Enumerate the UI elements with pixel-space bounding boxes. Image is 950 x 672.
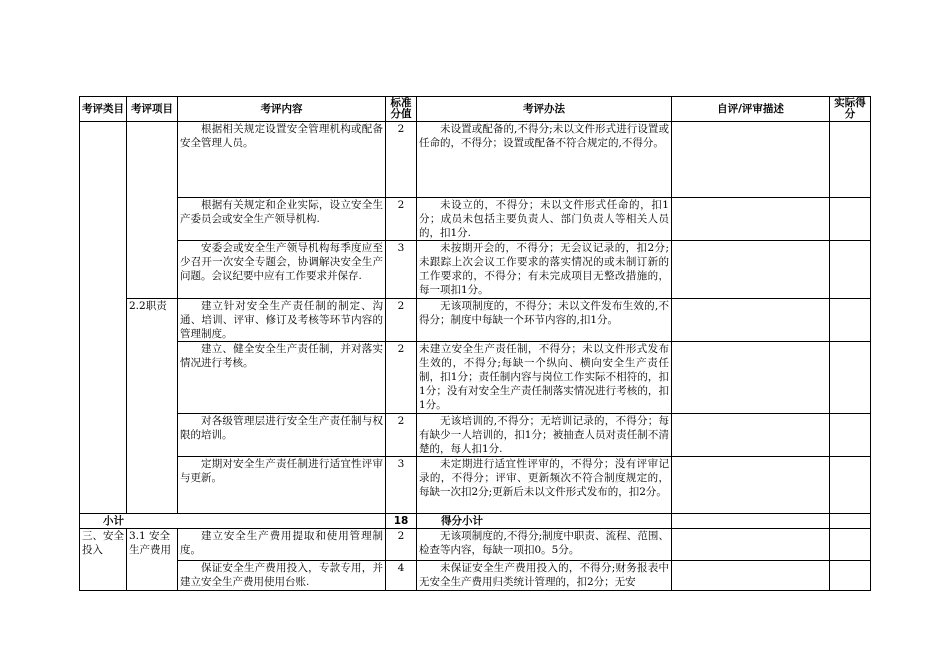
table-row xyxy=(80,529,871,561)
evaluation-table xyxy=(79,96,871,591)
score-cell: 3 xyxy=(386,241,417,299)
method-cell: 无该项制度的，不得分；未以文件发布生效的,不得分；制度中每缺一个环节内容的,扣1分。 xyxy=(417,299,672,342)
score-cell: 2 xyxy=(386,299,417,342)
self-review-cell[interactable] xyxy=(672,414,830,457)
score-cell: 2 xyxy=(386,414,417,457)
actual-score-cell[interactable] xyxy=(830,198,871,241)
method-cell: 未保证安全生产费用投入的，不得分;财务报表中无安全生产费用归类统计管理的，扣2分；无安 xyxy=(417,561,672,591)
table-row xyxy=(80,561,871,591)
actual-score-cell[interactable] xyxy=(830,561,871,591)
actual-score-cell[interactable] xyxy=(830,457,871,514)
subitem-duties: 2.2职责 xyxy=(127,299,178,514)
actual-score-cell[interactable] xyxy=(830,529,871,561)
method-cell: 未设置或配备的,不得分;未以文件形式进行设置或任命的，不得分；设置或配备不符合规定的,不得分。 xyxy=(417,122,672,198)
method-cell: 未建立安全生产责任制，不得分；未以文件形式发布生效的，不得分;每缺一个纵向、横向安全生产责任制，扣1分；责任制内容与岗位工作实际不相符的，扣1分；没有对安全生产责任制落实情况进行考核的，扣1分。 xyxy=(417,342,672,414)
content-cell: 安委会或安全生产领导机构每季度应至少召开一次安全专题会，协调解决安全生产问题。会议纪要中应有工作要求并保存. xyxy=(178,241,386,299)
method-cell: 无该项制度的,不得分;制度中职责、流程、范围、检查等内容，每缺一项扣0。5分。 xyxy=(417,529,672,561)
method-cell: 未设立的，不得分；未以文件形式任命的，扣1分；成员未包括主要负责人、部门负责人等相关人员的，扣1分. xyxy=(417,198,672,241)
self-review-cell[interactable] xyxy=(672,241,830,299)
header-self-review: 自评/评审描述 xyxy=(672,97,830,122)
table-row xyxy=(80,299,871,342)
table-row xyxy=(80,241,871,299)
content-cell: 根据有关规定和企业实际，设立安全生产委员会或安全生产领导机构. xyxy=(178,198,386,241)
method-cell: 未按期开会的，不得分；无会议记录的，扣2分;未跟踪上次会议工作要求的落实情况的或未制订新的工作要求的，不得分；有未完成项目无整改措施的，每一项扣1分。 xyxy=(417,241,672,299)
method-cell: 未定期进行适宜性评审的，不得分；没有评审记录的，不得分；评审、更新频次不符合制度规定的，每缺一次扣2分;更新后未以文件形式发布的，扣2分。 xyxy=(417,457,672,514)
category-safety-input: 三、安全投入 xyxy=(80,529,127,591)
table-row xyxy=(80,414,871,457)
header-content: 考评内容 xyxy=(178,97,386,122)
content-cell: 定期对安全生产责任制进行适宜性评审与更新。 xyxy=(178,457,386,514)
category-cell xyxy=(80,122,127,514)
actual-score-cell[interactable] xyxy=(830,122,871,198)
actual-score-cell[interactable] xyxy=(830,342,871,414)
content-cell: 建立针对安全生产责任制的制定、沟通、培训、评审、修订及考核等环节内容的管理制度。 xyxy=(178,299,386,342)
header-actual-score: 实际得分 xyxy=(830,97,871,122)
self-review-cell[interactable] xyxy=(672,198,830,241)
self-review-cell[interactable] xyxy=(672,514,830,529)
self-review-cell[interactable] xyxy=(672,561,830,591)
item-cell xyxy=(127,122,178,299)
header-row xyxy=(80,97,871,122)
subtotal-score-label: 得分小计 xyxy=(417,514,672,529)
actual-score-cell[interactable] xyxy=(830,299,871,342)
content-cell: 建立、健全安全生产责任制，并对落实情况进行考核。 xyxy=(178,342,386,414)
actual-score-cell[interactable] xyxy=(830,514,871,529)
content-cell: 对各级管理层进行安全生产责任制与权限的培训。 xyxy=(178,414,386,457)
actual-score-cell[interactable] xyxy=(830,241,871,299)
content-cell: 建立安全生产费用提取和使用管理制度。 xyxy=(178,529,386,561)
table-row xyxy=(80,342,871,414)
table-row xyxy=(80,457,871,514)
table-row xyxy=(80,122,871,198)
header-standard-score: 标准分值 xyxy=(386,97,417,122)
self-review-cell[interactable] xyxy=(672,299,830,342)
item-safety-cost: 3.1 安全生产费用 xyxy=(127,529,178,591)
header-method: 考评办法 xyxy=(417,97,672,122)
header-item: 考评项目 xyxy=(127,97,178,122)
subtotal-label: 小计 xyxy=(80,514,386,529)
score-cell: 2 xyxy=(386,198,417,241)
self-review-cell[interactable] xyxy=(672,342,830,414)
self-review-cell[interactable] xyxy=(672,529,830,561)
self-review-cell[interactable] xyxy=(672,122,830,198)
subtotal-score: 18 xyxy=(386,514,417,529)
content-cell: 保证安全生产费用投入，专款专用，并建立安全生产费用使用台账. xyxy=(178,561,386,591)
method-cell: 无该培训的,不得分；无培训记录的，不得分；每有缺少一人培训的，扣1分；被抽查人员对责任制不清楚的，每人扣1分. xyxy=(417,414,672,457)
score-cell: 2 xyxy=(386,342,417,414)
subtotal-row xyxy=(80,514,871,529)
table-row xyxy=(80,198,871,241)
score-cell: 2 xyxy=(386,122,417,198)
content-cell: 根据相关规定设置安全管理机构或配备安全管理人员。 xyxy=(178,122,386,198)
score-cell: 4 xyxy=(386,561,417,591)
actual-score-cell[interactable] xyxy=(830,414,871,457)
score-cell: 3 xyxy=(386,457,417,514)
score-cell: 2 xyxy=(386,529,417,561)
header-category: 考评类目 xyxy=(80,97,127,122)
self-review-cell[interactable] xyxy=(672,457,830,514)
